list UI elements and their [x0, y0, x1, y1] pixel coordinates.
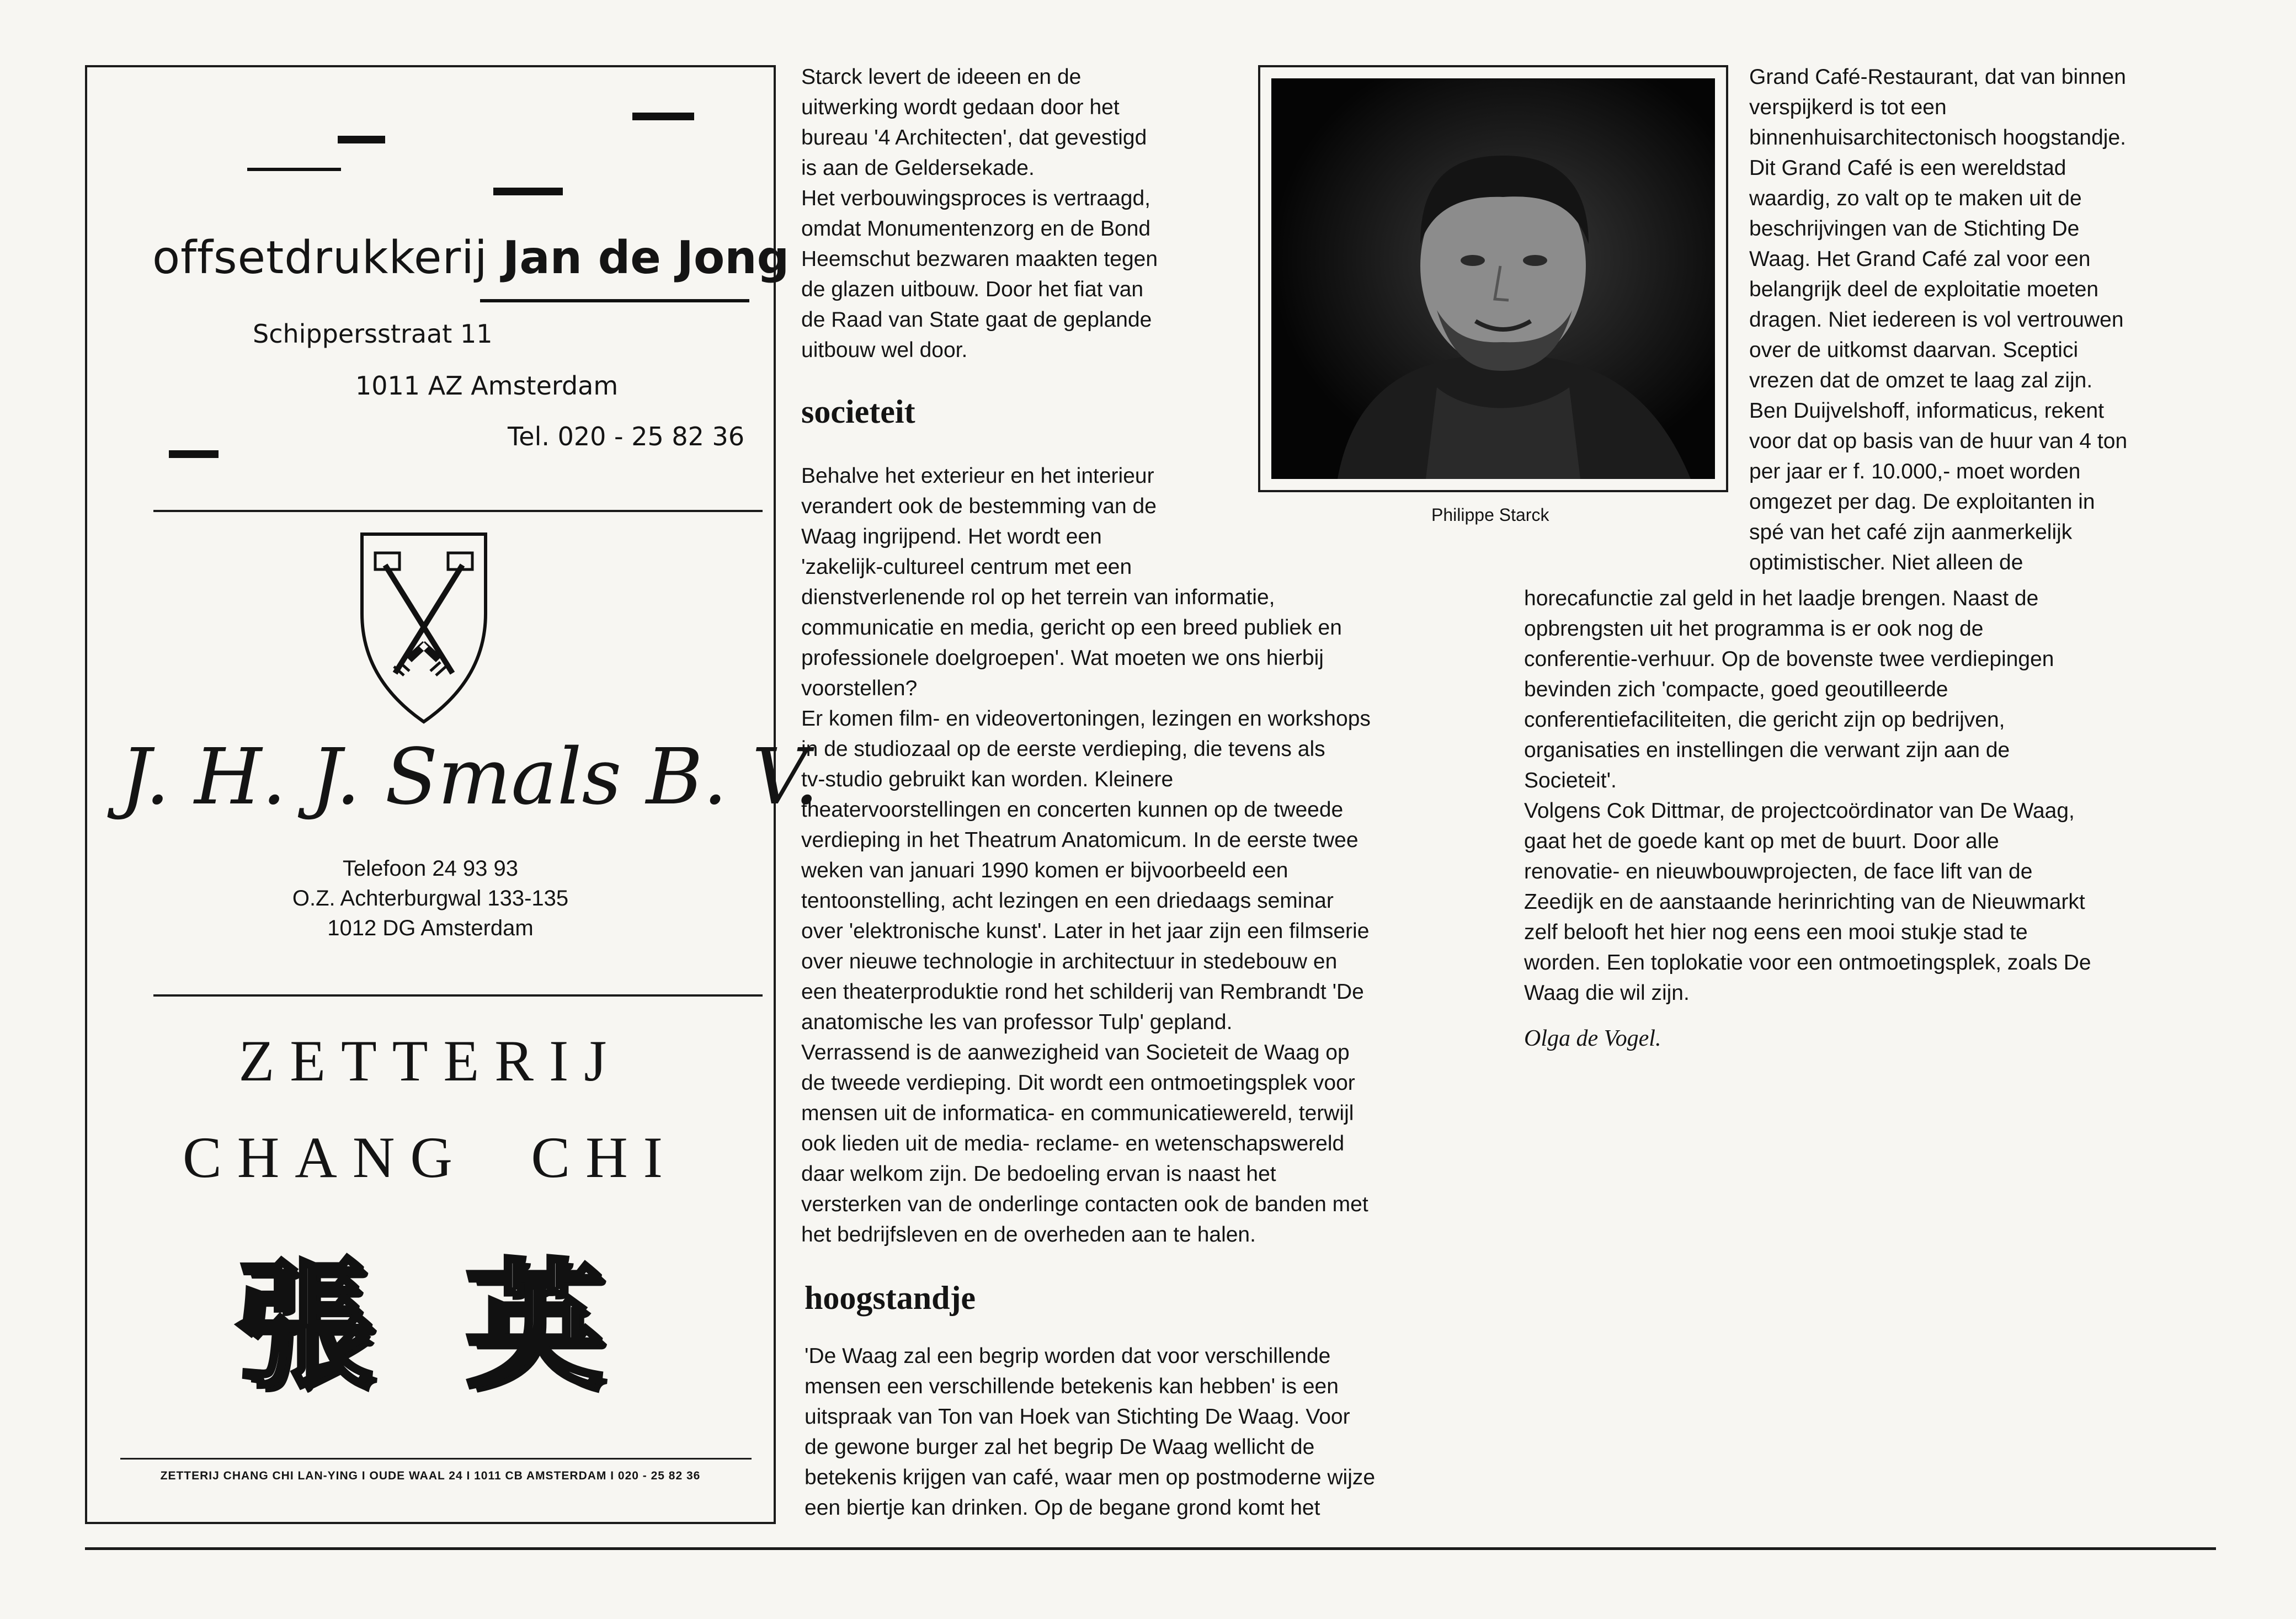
text-line: Grand Café-Restaurant, dat van binnen	[1749, 65, 2126, 89]
article-column2-bottom	[1524, 583, 2091, 1008]
text-line: in de studiozaal op de eerste verdieping, die tevens als	[801, 737, 1325, 761]
article-column1-intro	[801, 62, 1158, 365]
decorative-dash	[632, 113, 694, 120]
portrait-illustration	[1271, 78, 1715, 479]
text-line: Societeit'.	[1524, 769, 1617, 792]
text-line: bevinden zich 'compacte, goed geoutilleerde	[1524, 678, 1948, 701]
text-line: Het verbouwingsproces is vertraagd,	[801, 187, 1150, 210]
text-line: conferentie-verhuur. Op de bovenste twee verdiepingen	[1524, 647, 2054, 671]
text-line: professionele doelgroepen'. Wat moeten we ons hierbij	[801, 646, 1324, 670]
text-line: dienstverlenende rol op het terrein van informatie,	[801, 585, 1275, 609]
heading-hoogstandje: hoogstandje	[805, 1280, 976, 1316]
text-line: mensen een verschillende betekenis kan hebben' is een	[805, 1375, 1339, 1398]
advertisement-column	[85, 65, 819, 1524]
text-line: Ben Duijvelshoff, informaticus, rekent	[1749, 399, 2105, 423]
text-line: omdat Monumentenzorg en de Bond	[801, 217, 1151, 241]
text-line: Waag ingrijpend. Het wordt een	[801, 525, 1102, 548]
text-line: Behalve het exterieur en het interieur	[801, 464, 1154, 488]
text-line: tv-studio gebruikt kan worden. Kleinere	[801, 768, 1174, 791]
heading-societeit: societeit	[801, 393, 915, 430]
photo-frame	[1258, 65, 1728, 492]
text-line: het bedrijfsleven en de overheden aan te halen.	[801, 1223, 1256, 1247]
text-line: bureau '4 Architecten', dat gevestigd	[801, 126, 1147, 150]
text-line: spé van het café zijn aanmerkelijk	[1749, 520, 2073, 544]
text-line: Waag. Het Grand Café zal voor een	[1749, 247, 2091, 271]
offset-title-prefix: offsetdrukkerij	[152, 232, 503, 284]
text-line: beschrijvingen van de Stichting De	[1749, 217, 2080, 241]
ad-divider	[153, 994, 763, 997]
text-line: Zeedijk en de aanstaande herinrichting van de Nieuwmarkt	[1524, 890, 2085, 914]
text-line: horecafunctie zal geld in het laadje brengen. Naast de	[1524, 587, 2039, 610]
text-line: renovatie- en nieuwbouwprojecten, de face lift van de	[1524, 860, 2033, 883]
text-line: optimistischer. Niet alleen de	[1749, 551, 2023, 574]
text-line: 'De Waag zal een begrip worden dat voor verschillende	[805, 1344, 1331, 1368]
text-line: over de uitkomst daarvan. Sceptici	[1749, 338, 2079, 362]
text-line: de glazen uitbouw. Door het fiat van	[801, 278, 1144, 301]
offset-city: 1011 AZ Amsterdam	[355, 371, 619, 401]
text-line: Volgens Cok Dittmar, de projectcoördinator van De Waag,	[1524, 799, 2075, 823]
text-line: Starck levert de ideeen en de	[801, 65, 1082, 89]
ad-divider	[120, 1458, 752, 1460]
text-line: weken van januari 1990 komen er bijvoorbeeld een	[801, 859, 1288, 882]
decorative-dash	[338, 136, 385, 143]
text-line: per jaar er f. 10.000,- moet worden	[1749, 460, 2081, 483]
text-line: de gewone burger zal het begrip De Waag wellicht de	[805, 1435, 1315, 1459]
text-line: waardig, zo valt op te maken uit de	[1749, 187, 2082, 210]
text-line: theatervoorstellingen en concerten kunnen op de tweede	[801, 798, 1344, 822]
zetterij-chinese-logo: 張 英	[235, 1246, 626, 1407]
offset-street: Schippersstraat 11	[253, 319, 493, 349]
text-line: daar welkom zijn. De bedoeling ervan is naast het	[801, 1162, 1276, 1186]
text-line: uitwerking wordt gedaan door het	[801, 95, 1120, 119]
text-line: Er komen film- en videovertoningen, lezingen en workshops	[801, 707, 1371, 731]
page-bottom-rule	[85, 1547, 2216, 1550]
text-line: is aan de Geldersekade.	[801, 156, 1035, 180]
text-line: 'zakelijk-cultureel centrum met een	[801, 555, 1132, 579]
text-line: uitspraak van Ton van Hoek van Stichting De Waag. Voor	[805, 1405, 1350, 1429]
photo-caption: Philippe Starck	[1431, 505, 1549, 525]
text-line: tentoonstelling, acht lezingen en een driedaags seminar	[801, 889, 1334, 913]
author-signature: Olga de Vogel.	[1524, 1026, 1661, 1051]
article-column1-hoogstandje	[805, 1341, 1375, 1523]
text-line: over 'elektronische kunst'. Later in het jaar zijn een filmserie	[801, 919, 1370, 943]
ad-divider	[153, 510, 763, 512]
text-line: voor dat op basis van de huur van 4 ton	[1749, 429, 2128, 453]
text-line: mensen uit de informatica- en communicatiewereld, terwijl	[801, 1101, 1354, 1125]
portrait-photo	[1271, 78, 1715, 479]
text-line: communicatie en media, gericht op een breed publiek en	[801, 616, 1342, 640]
smals-company-name: J. H. J. Smals B. V.	[120, 732, 819, 822]
decorative-line	[247, 168, 341, 171]
text-line: versterken van de onderlinge contacten ook de banden met	[801, 1192, 1368, 1216]
text-line: Heemschut bezwaren maakten tegen	[801, 247, 1158, 271]
text-line: organisaties en instellingen die verwant zijn aan de	[1524, 738, 2010, 762]
text-line: verspijkerd is tot een	[1749, 95, 1947, 119]
zetterij-footer: ZETTERIJ CHANG CHI LAN-YING I OUDE WAAL 24 I 1011 CB AMSTERDAM I 020 - 25 82 36	[160, 1469, 701, 1482]
text-line: opbrengsten uit het programma is er ook nog de	[1524, 617, 1984, 641]
text-line: ook lieden uit de media- reclame- en wetenschapswereld	[801, 1132, 1345, 1155]
text-line: verandert ook de bestemming van de	[801, 494, 1157, 518]
text-line: anatomische les van professor Tulp' gepland.	[801, 1010, 1233, 1034]
text-line: gaat het de goede kant op met de buurt. Door alle	[1524, 829, 1999, 853]
article-column2-top	[1749, 62, 2127, 578]
article-column1-societeit	[801, 461, 1371, 1250]
text-line: Waag die wil zijn.	[1524, 981, 1690, 1005]
text-line: betekenis krijgen van café, waar men op postmoderne wijze	[805, 1466, 1376, 1489]
zetterij-name-line1: ZETTERIJ	[238, 1029, 622, 1093]
text-line: omgezet per dag. De exploitanten in	[1749, 490, 2095, 514]
text-line: conferentiefaciliteiten, die gericht zijn op bedrijven,	[1524, 708, 2005, 732]
text-line: binnenhuisarchitectonisch hoogstandje.	[1749, 126, 2126, 150]
text-line: verdieping in het Theatrum Anatomicum. In de eerste twee	[801, 828, 1359, 852]
text-line: dragen. Niet iedereen is vol vertrouwen	[1749, 308, 2124, 332]
text-line: voorstellen?	[801, 677, 918, 700]
text-line: een biertje kan drinken. Op de begane grond komt het	[805, 1496, 1320, 1520]
decorative-dash	[493, 188, 563, 195]
offset-phone: Tel. 020 - 25 82 36	[508, 422, 745, 451]
text-line: de tweede verdieping. Dit wordt een ontmoetingsplek voor	[801, 1071, 1355, 1095]
text-line: Dit Grand Café is een wereldstad	[1749, 156, 2066, 180]
title-underline	[480, 299, 749, 302]
text-line: worden. Een toplokatie voor een ontmoetingsplek, zoals De	[1524, 951, 2091, 974]
text-line: vrezen dat de omzet te laag zal zijn.	[1749, 369, 2093, 392]
text-line: zelf belooft het hier nog eens een mooi stukje stad te	[1524, 920, 2028, 944]
zetterij-name-line2: CHANG CHI	[183, 1125, 678, 1190]
smals-street: O.Z. Achterburgwal 133-135	[292, 886, 569, 910]
text-line: over nieuwe technologie in architectuur in stedebouw en	[801, 950, 1338, 973]
smals-city: 1012 DG Amsterdam	[327, 916, 534, 940]
decorative-dash	[169, 450, 219, 458]
text-line: Verrassend is de aanwezigheid van Societeit de Waag op	[801, 1041, 1350, 1064]
offset-title-name: Jan de Jong	[502, 232, 790, 284]
shield-crest-icon	[359, 531, 489, 725]
text-line: belangrijk deel de exploitatie moeten	[1749, 278, 2099, 301]
smals-phone: Telefoon 24 93 93	[342, 856, 519, 881]
text-line: uitbouw wel door.	[801, 338, 968, 362]
text-line: een theaterproduktie rond het schilderij van Rembrandt 'De	[801, 980, 1364, 1004]
offset-title	[152, 232, 789, 284]
text-line: de Raad van State gaat de geplande	[801, 308, 1152, 332]
